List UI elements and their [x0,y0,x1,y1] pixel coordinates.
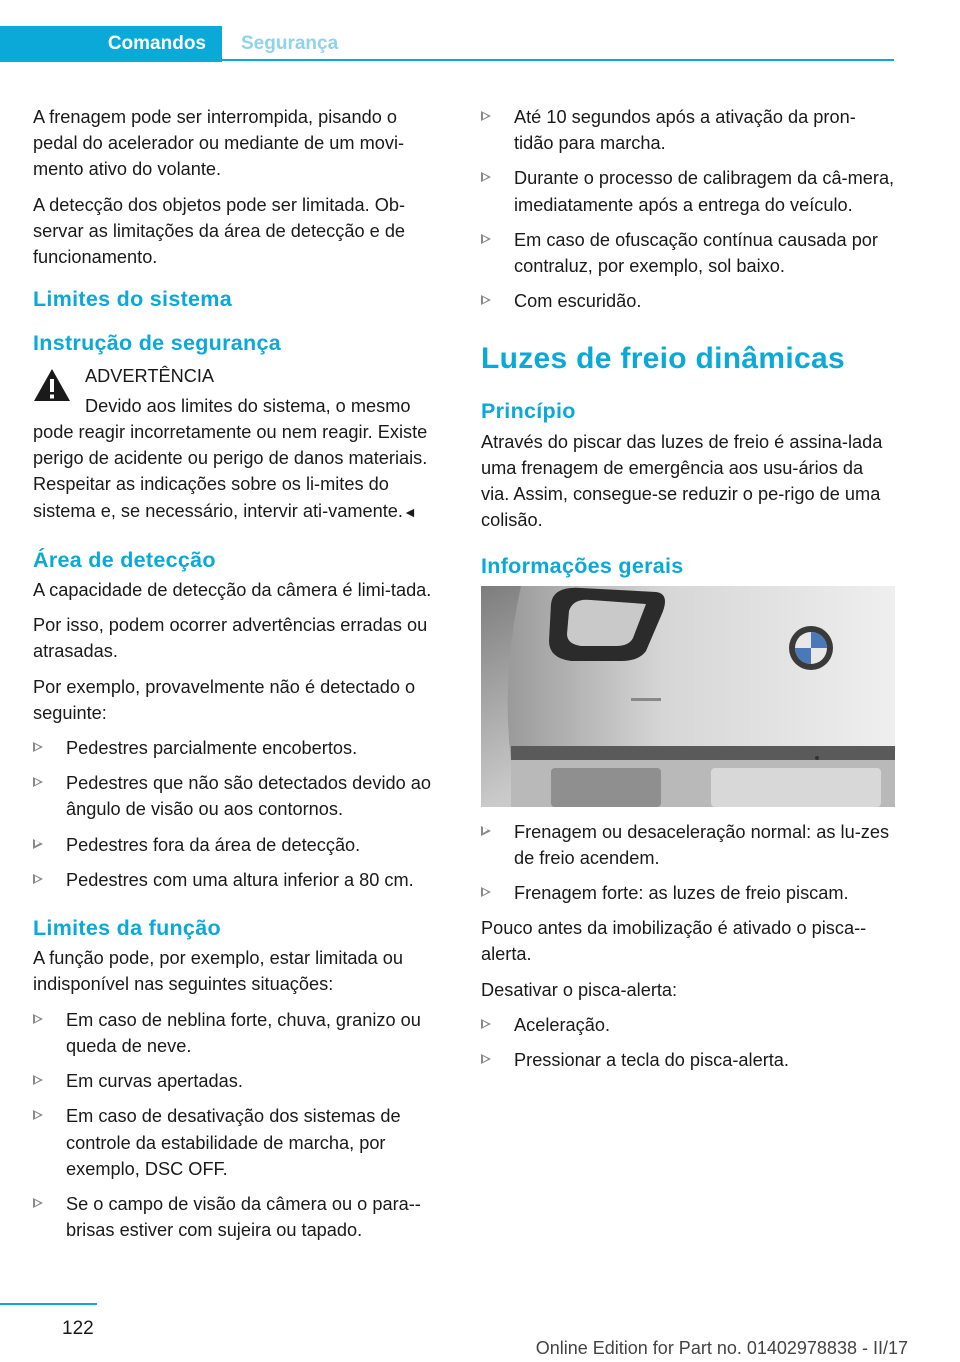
heading-instrucao-seguranca: Instrução de segurança [33,331,281,356]
list-item-text: Aceleração. [514,1014,611,1035]
bullet-icon [481,234,491,244]
bullet-icon [481,887,491,897]
bullet-icon [33,839,43,849]
tab-comandos[interactable]: Comandos [0,26,222,62]
bullet-icon [33,742,43,752]
list-item [33,735,445,761]
list-item-text: Em caso de ofuscação contínua causada por contraluz, por exemplo, sol baixo. [514,229,878,277]
list-item-text: Durante o processo de calibragem da câ-mera, imediatamente após a entrega do veículo. [514,168,895,215]
bullet-icon [481,172,491,182]
list-item [33,1191,445,1243]
list-item [33,867,445,893]
list-item-text: Com escuridão. [514,291,642,312]
bullet-icon [33,1075,43,1085]
heading-area-deteccao: Área de detecção [33,547,216,572]
paragraph: A frenagem pode ser interrompida, pisando o pedal do acelerador ou mediante de um movi-mento ativo do volante. [33,107,405,180]
list-item [481,1047,895,1073]
list-item [33,832,445,858]
bullet-icon [481,111,491,121]
list-item-text: Frenagem forte: as luzes de freio piscam. [514,883,849,904]
list-item [33,1103,445,1182]
list-item [481,819,895,871]
list-item-text: Pedestres fora da área de detecção. [66,834,361,855]
edition-note: Online Edition for Part no. 01402978838 - II/17 [535,1338,908,1358]
list-item-text: Em curvas apertadas. [66,1071,243,1092]
list-item [481,165,895,217]
bullet-icon [33,1198,43,1208]
list-item-text: Em caso de desativação dos sistemas de controle da estabilidade de marcha, por exemplo, DSC OFF. [66,1106,401,1179]
paragraph: Por isso, podem ocorrer advertências erradas ou atrasadas. [33,615,428,662]
paragraph: Desativar o pisca-alerta: [481,979,678,1000]
list-item [481,1012,895,1038]
list-area [33,735,445,893]
list-item [481,227,895,279]
paragraph: Por exemplo, provavelmente não é detectado o seguinte: [33,676,416,723]
paragraph: A capacidade de detecção da câmera é limi-tada. [33,580,432,601]
list-item-text: Pedestres parcialmente encobertos. [66,738,358,759]
footer-rule [0,1303,97,1305]
warning-body: pode reagir incorretamente ou nem reagir. Existe perigo de acidente ou perigo de danos materiais. Respeitar as indicações sobre os li-mites do sistema e, se necessário, intervir ati-vamente. [33,422,428,521]
list-item [481,104,895,156]
bullet-icon [481,295,491,305]
list-item [33,770,445,822]
list-funcao [33,1007,445,1244]
heading-principio: Princípio [481,399,576,424]
list-item-text: Se o campo de visão da câmera ou o para--brisas estiver com sujeira ou tapado. [66,1193,421,1241]
heading-luzes-freio: Luzes de freio dinâmicas [481,342,845,376]
heading-limites-sistema: Limites do sistema [33,287,232,312]
list-item-text: Em caso de neblina forte, chuva, granizo ou queda de neve. [66,1009,421,1056]
warning-title: ADVERTÊNCIA [85,365,215,386]
left-column [33,104,445,1252]
warning-block [33,363,445,525]
paragraph: A detecção dos objetos pode ser limitada. Ob-servar as limitações da área de detecção e de funcionamento. [33,194,406,268]
bullet-icon [33,874,43,884]
list-item-text: Frenagem ou desaceleração normal: as lu-zes de freio acendem. [514,821,890,868]
list-item [481,880,895,906]
warning-triangle-icon [33,368,71,402]
heading-limites-funcao: Limites da função [33,916,221,941]
list-item [33,1068,445,1094]
paragraph: Pouco antes da imobilização é ativado o pisca--alerta. [481,918,867,965]
bullet-icon [481,826,491,836]
header-rule [0,59,894,61]
list-item-text: Pedestres que não são detectados devido ao ângulo de visão ou aos contornos. [66,773,432,820]
paragraph: A função pode, por exemplo, estar limitada ou indisponível nas seguintes situações: [33,948,404,995]
bullet-icon [481,1054,491,1064]
list-info [481,819,895,907]
bullet-icon [33,777,43,787]
list-situacoes [481,104,895,314]
list-item-text: Pedestres com uma altura inferior a 80 cm. [66,869,414,890]
right-column [481,104,895,1082]
bullet-icon [481,1019,491,1029]
heading-informacoes-gerais: Informações gerais [481,554,684,579]
list-item [481,288,895,314]
warning-text [33,419,445,525]
end-mark: ◄ [402,503,417,520]
chapter-tabs [0,26,894,62]
list-item [33,1007,445,1059]
warning-line: Devido aos limites do sistema, o mesmo [85,395,411,416]
list-item-text: Pressionar a tecla do pisca-alerta. [514,1050,789,1071]
list-desativar [481,1012,895,1073]
car-rear-photo [481,586,895,807]
bullet-icon [33,1110,43,1120]
bullet-icon [33,1014,43,1024]
tab-seguranca[interactable]: Segurança [241,33,339,54]
page-number: 122 [62,1318,94,1339]
paragraph: Através do piscar das luzes de freio é assina-lada uma frenagem de emergência aos usu-ários da via. Assim, consegue-se reduzir o pe-rigo de uma colisão. [481,431,883,531]
list-item-text: Até 10 segundos após a ativação da pron-tidão para marcha. [514,107,856,154]
